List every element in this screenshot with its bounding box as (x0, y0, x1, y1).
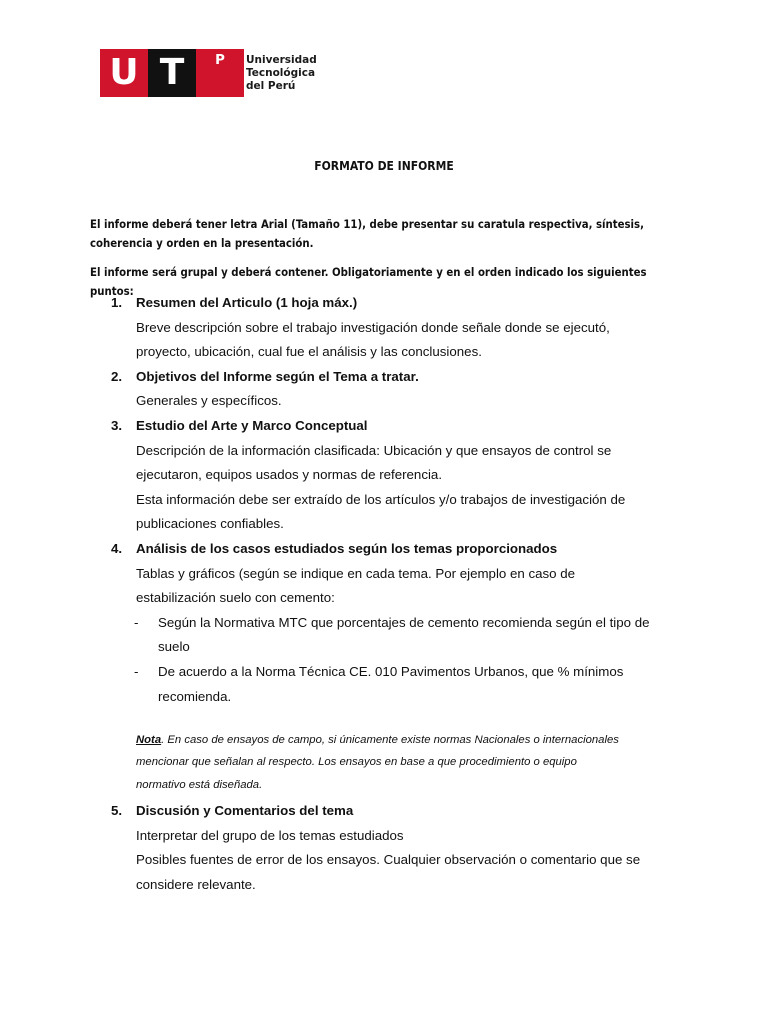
list-item-state-of-art (111, 414, 691, 537)
bullet-line: De acuerdo a la Norma Técnica CE. 010 Pavimentos Urbanos, que % mínimos (158, 663, 624, 679)
note-block (136, 729, 691, 796)
item-text-line: ejecutaron, equipos usados y normas de referencia. (136, 467, 443, 483)
item-text-line: publicaciones confiables. (136, 516, 284, 532)
requirements-list (111, 291, 691, 897)
intro-paragraph-format (90, 215, 690, 253)
note-label: Nota (136, 734, 162, 747)
note-line (136, 729, 691, 751)
intro-paragraph-requirements: El informe será grupal y deberá contener. Obligatoriamente y en el orden indicado los siguientes puntos: (90, 266, 647, 298)
list-item-discussion (111, 799, 691, 897)
item-number: 1. (111, 295, 123, 310)
logo-name-line: Tecnológica (246, 67, 316, 79)
intro-line: coherencia y orden en la presentación. (90, 237, 314, 250)
item-text-line: Generales y específicos. (136, 393, 282, 409)
note-line: normativo está diseñada. (136, 778, 263, 791)
item-text-line: proyecto, ubicación, cual fue el análisis y las conclusiones. (136, 344, 482, 360)
item-text-line: Tablas y gráficos (según se indique en cada tema. Por ejemplo en caso de (136, 565, 576, 581)
intro-line: El informe deberá tener letra Arial (Tamaño 11), debe presentar su caratula respectiva, síntesis, (90, 218, 644, 231)
item-text-line: Interpretar del grupo de los temas estudiados (136, 827, 404, 843)
list-item-objectives (111, 365, 691, 414)
logo-letter-u: U (100, 49, 148, 97)
dash-bullet-mark: - (134, 614, 139, 630)
logo-letter-p: P (196, 49, 244, 97)
note-text: . En caso de ensayos de campo, si únicamente existe normas Nacionales o internacionales (161, 734, 619, 747)
item-text-line: estabilización suelo con cemento: (136, 590, 335, 606)
item-title: Discusión y Comentarios del tema (136, 802, 354, 818)
item-number: 3. (111, 417, 123, 433)
logo-name-line: del Perú (246, 80, 296, 92)
item-title: Objetivos del Informe según el Tema a tratar. (136, 368, 419, 384)
bullet-line: recomienda. (158, 688, 232, 704)
item-text-line: Posibles fuentes de error de los ensayos. Cualquier observación o comentario que se (136, 852, 641, 868)
item-title: Estudio del Arte y Marco Conceptual (136, 417, 368, 433)
list-item-case-analysis (111, 537, 691, 796)
item-number: 4. (111, 540, 123, 556)
note-line: mencionar que señalan al respecto. Los ensayos en base a que procedimiento o equipo (136, 756, 577, 769)
item-title: Análisis de los casos estudiados según los temas proporcionados (136, 540, 558, 556)
bullet-item (136, 611, 691, 660)
item-text-line: Esta información debe ser extraído de los artículos y/o trabajos de investigación de (136, 491, 626, 507)
item-number: 2. (111, 368, 123, 384)
item-number: 5. (111, 802, 123, 818)
logo-name-line: Universidad (246, 54, 317, 66)
list-item-summary (111, 291, 691, 365)
item-text-line: Breve descripción sobre el trabajo investigación donde señale donde se ejecutó, (136, 319, 610, 335)
dash-bullet-mark: - (134, 663, 139, 679)
bullet-line: suelo (158, 639, 190, 655)
logo-letter-t: T (148, 49, 196, 97)
item-title: Resumen del Articulo (1 hoja máx.) (136, 295, 358, 310)
bullet-line: Según la Normativa MTC que porcentajes de cemento recomienda según el tipo de (158, 614, 650, 630)
document-title: FORMATO DE INFORME (314, 159, 454, 173)
logo-university-name (246, 54, 317, 93)
bullet-item (136, 660, 691, 709)
item-text-line: considere relevante. (136, 876, 256, 892)
item-text-line: Descripción de la información clasificada: Ubicación y que ensayos de control se (136, 442, 612, 458)
